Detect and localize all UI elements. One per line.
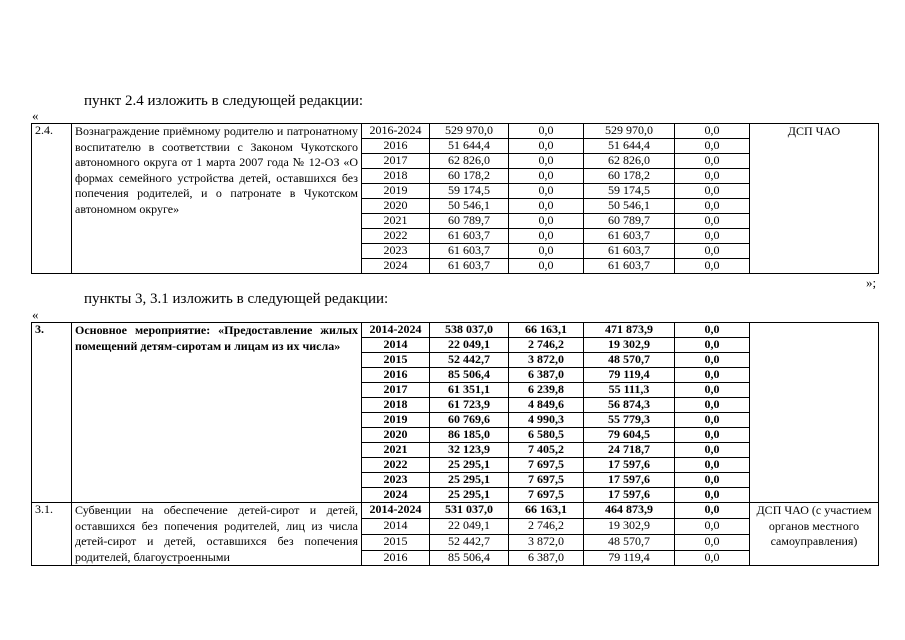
total-cell: 32 123,9 xyxy=(430,443,509,458)
federal-cell: 0,0 xyxy=(509,229,584,244)
period-cell: 2018 xyxy=(362,169,430,184)
regional-cell: 50 546,1 xyxy=(584,199,675,214)
federal-cell: 0,0 xyxy=(509,154,584,169)
local-cell: 0,0 xyxy=(675,398,750,413)
regional-cell: 19 302,9 xyxy=(584,518,675,534)
table-item-2-4 xyxy=(31,123,879,274)
total-cell: 59 174,5 xyxy=(430,184,509,199)
regional-cell: 61 603,7 xyxy=(584,244,675,259)
federal-cell: 3 872,0 xyxy=(509,353,584,368)
federal-cell: 0,0 xyxy=(509,169,584,184)
federal-cell: 6 239,8 xyxy=(509,383,584,398)
period-cell: 2022 xyxy=(362,229,430,244)
local-cell: 0,0 xyxy=(675,214,750,229)
local-cell: 0,0 xyxy=(675,259,750,274)
regional-cell: 19 302,9 xyxy=(584,338,675,353)
local-cell: 0,0 xyxy=(675,458,750,473)
federal-cell: 2 746,2 xyxy=(509,518,584,534)
total-cell: 85 506,4 xyxy=(430,368,509,383)
regional-cell: 24 718,7 xyxy=(584,443,675,458)
local-cell: 0,0 xyxy=(675,338,750,353)
period-cell: 2023 xyxy=(362,244,430,259)
intro-text-1: пункт 2.4 изложить в следующей редакции: xyxy=(84,93,364,109)
regional-cell: 55 111,3 xyxy=(584,383,675,398)
total-cell: 25 295,1 xyxy=(430,458,509,473)
regional-cell: 62 826,0 xyxy=(584,154,675,169)
local-cell: 0,0 xyxy=(675,383,750,398)
federal-cell: 0,0 xyxy=(509,199,584,214)
federal-cell: 0,0 xyxy=(509,139,584,154)
regional-cell: 60 789,7 xyxy=(584,214,675,229)
total-cell: 25 295,1 xyxy=(430,473,509,488)
total-cell: 52 442,7 xyxy=(430,534,509,550)
local-cell: 0,0 xyxy=(675,534,750,550)
local-cell: 0,0 xyxy=(675,244,750,259)
total-cell: 61 351,1 xyxy=(430,383,509,398)
period-cell: 2014-2024 xyxy=(362,503,430,519)
regional-cell: 61 603,7 xyxy=(584,229,675,244)
total-cell: 22 049,1 xyxy=(430,338,509,353)
period-cell: 2015 xyxy=(362,534,430,550)
federal-cell: 6 387,0 xyxy=(509,368,584,383)
total-cell: 61 723,9 xyxy=(430,398,509,413)
local-cell: 0,0 xyxy=(675,550,750,566)
period-cell: 2016 xyxy=(362,550,430,566)
regional-cell: 529 970,0 xyxy=(584,124,675,139)
total-cell: 50 546,1 xyxy=(430,199,509,214)
executor-cell: ДСП ЧАО (с участием органов местного самоуправления) xyxy=(750,503,879,566)
activity-description: Основное мероприятие: «Предоставление жилых помещений детям-сиротам и лицам из их числа» xyxy=(72,323,362,503)
total-cell: 60 769,6 xyxy=(430,413,509,428)
local-cell: 0,0 xyxy=(675,368,750,383)
local-cell: 0,0 xyxy=(675,443,750,458)
regional-cell: 464 873,9 xyxy=(584,503,675,519)
federal-cell: 6 387,0 xyxy=(509,550,584,566)
executor-cell: ДСП ЧАО xyxy=(750,124,879,274)
total-cell: 85 506,4 xyxy=(430,550,509,566)
local-cell: 0,0 xyxy=(675,199,750,214)
local-cell: 0,0 xyxy=(675,413,750,428)
period-cell: 2017 xyxy=(362,154,430,169)
executor-cell xyxy=(750,323,879,503)
federal-cell: 3 872,0 xyxy=(509,534,584,550)
local-cell: 0,0 xyxy=(675,518,750,534)
regional-cell: 79 119,4 xyxy=(584,368,675,383)
intro-text-2: пункты 3, 3.1 изложить в следующей редакции: xyxy=(84,291,389,307)
total-cell: 61 603,7 xyxy=(430,244,509,259)
regional-cell: 48 570,7 xyxy=(584,353,675,368)
regional-cell: 60 178,2 xyxy=(584,169,675,184)
local-cell: 0,0 xyxy=(675,229,750,244)
total-cell: 86 185,0 xyxy=(430,428,509,443)
local-cell: 0,0 xyxy=(675,503,750,519)
regional-cell: 55 779,3 xyxy=(584,413,675,428)
federal-cell: 4 849,6 xyxy=(509,398,584,413)
federal-cell: 4 990,3 xyxy=(509,413,584,428)
period-cell: 2014-2024 xyxy=(362,323,430,338)
local-cell: 0,0 xyxy=(675,184,750,199)
period-cell: 2021 xyxy=(362,214,430,229)
total-cell: 538 037,0 xyxy=(430,323,509,338)
period-cell: 2020 xyxy=(362,199,430,214)
row-number: 3.1. xyxy=(32,503,72,566)
federal-cell: 66 163,1 xyxy=(509,323,584,338)
local-cell: 0,0 xyxy=(675,139,750,154)
federal-cell: 0,0 xyxy=(509,214,584,229)
total-cell: 529 970,0 xyxy=(430,124,509,139)
table-row xyxy=(32,124,879,139)
period-cell: 2024 xyxy=(362,259,430,274)
federal-cell: 0,0 xyxy=(509,184,584,199)
open-quote-1: « xyxy=(32,108,39,123)
period-cell: 2019 xyxy=(362,184,430,199)
total-cell: 61 603,7 xyxy=(430,229,509,244)
local-cell: 0,0 xyxy=(675,488,750,503)
federal-cell: 66 163,1 xyxy=(509,503,584,519)
total-cell: 22 049,1 xyxy=(430,518,509,534)
table-items-3 xyxy=(31,322,879,566)
federal-cell: 6 580,5 xyxy=(509,428,584,443)
regional-cell: 51 644,4 xyxy=(584,139,675,154)
federal-cell: 7 697,5 xyxy=(509,473,584,488)
regional-cell: 79 604,5 xyxy=(584,428,675,443)
close-quote-1: »; xyxy=(866,275,877,290)
regional-cell: 17 597,6 xyxy=(584,458,675,473)
federal-cell: 0,0 xyxy=(509,259,584,274)
row-number: 2.4. xyxy=(32,124,72,274)
local-cell: 0,0 xyxy=(675,154,750,169)
federal-cell: 7 697,5 xyxy=(509,488,584,503)
federal-cell: 7 697,5 xyxy=(509,458,584,473)
federal-cell: 0,0 xyxy=(509,244,584,259)
period-cell: 2014 xyxy=(362,518,430,534)
regional-cell: 61 603,7 xyxy=(584,259,675,274)
regional-cell: 56 874,3 xyxy=(584,398,675,413)
local-cell: 0,0 xyxy=(675,473,750,488)
local-cell: 0,0 xyxy=(675,124,750,139)
regional-cell: 17 597,6 xyxy=(584,488,675,503)
period-cell: 2016 xyxy=(362,139,430,154)
period-cell: 2023 xyxy=(362,473,430,488)
federal-cell: 0,0 xyxy=(509,124,584,139)
federal-cell: 2 746,2 xyxy=(509,338,584,353)
period-cell: 2021 xyxy=(362,443,430,458)
total-cell: 62 826,0 xyxy=(430,154,509,169)
federal-cell: 7 405,2 xyxy=(509,443,584,458)
row-number: 3. xyxy=(32,323,72,503)
total-cell: 531 037,0 xyxy=(430,503,509,519)
local-cell: 0,0 xyxy=(675,428,750,443)
local-cell: 0,0 xyxy=(675,353,750,368)
regional-cell: 59 174,5 xyxy=(584,184,675,199)
total-cell: 51 644,4 xyxy=(430,139,509,154)
period-cell: 2018 xyxy=(362,398,430,413)
activity-description: Вознаграждение приёмному родителю и патронатному воспитателю в соответствии с Законом Чукотского автономного округа от 1 марта 2007 года № 12-ОЗ «О формах семейного устройства детей, оставшихся без попечения родителей, и о патронате в Чукотском автономном округе» xyxy=(72,124,362,274)
period-cell: 2015 xyxy=(362,353,430,368)
total-cell: 60 789,7 xyxy=(430,214,509,229)
total-cell: 61 603,7 xyxy=(430,259,509,274)
table-row xyxy=(32,323,879,338)
regional-cell: 79 119,4 xyxy=(584,550,675,566)
period-cell: 2016 xyxy=(362,368,430,383)
regional-cell: 17 597,6 xyxy=(584,473,675,488)
period-cell: 2020 xyxy=(362,428,430,443)
table-row xyxy=(32,503,879,519)
open-quote-2: « xyxy=(32,307,39,322)
period-cell: 2022 xyxy=(362,458,430,473)
regional-cell: 48 570,7 xyxy=(584,534,675,550)
period-cell: 2017 xyxy=(362,383,430,398)
total-cell: 25 295,1 xyxy=(430,488,509,503)
period-cell: 2014 xyxy=(362,338,430,353)
activity-description: Субвенции на обеспечение детей-сирот и детей, оставшихся без попечения родителей, лиц из числа детей-сирот и детей, оставшихся без попечения родителей, благоустроенными xyxy=(72,503,362,566)
local-cell: 0,0 xyxy=(675,169,750,184)
total-cell: 52 442,7 xyxy=(430,353,509,368)
local-cell: 0,0 xyxy=(675,323,750,338)
period-cell: 2024 xyxy=(362,488,430,503)
total-cell: 60 178,2 xyxy=(430,169,509,184)
period-cell: 2016-2024 xyxy=(362,124,430,139)
period-cell: 2019 xyxy=(362,413,430,428)
regional-cell: 471 873,9 xyxy=(584,323,675,338)
